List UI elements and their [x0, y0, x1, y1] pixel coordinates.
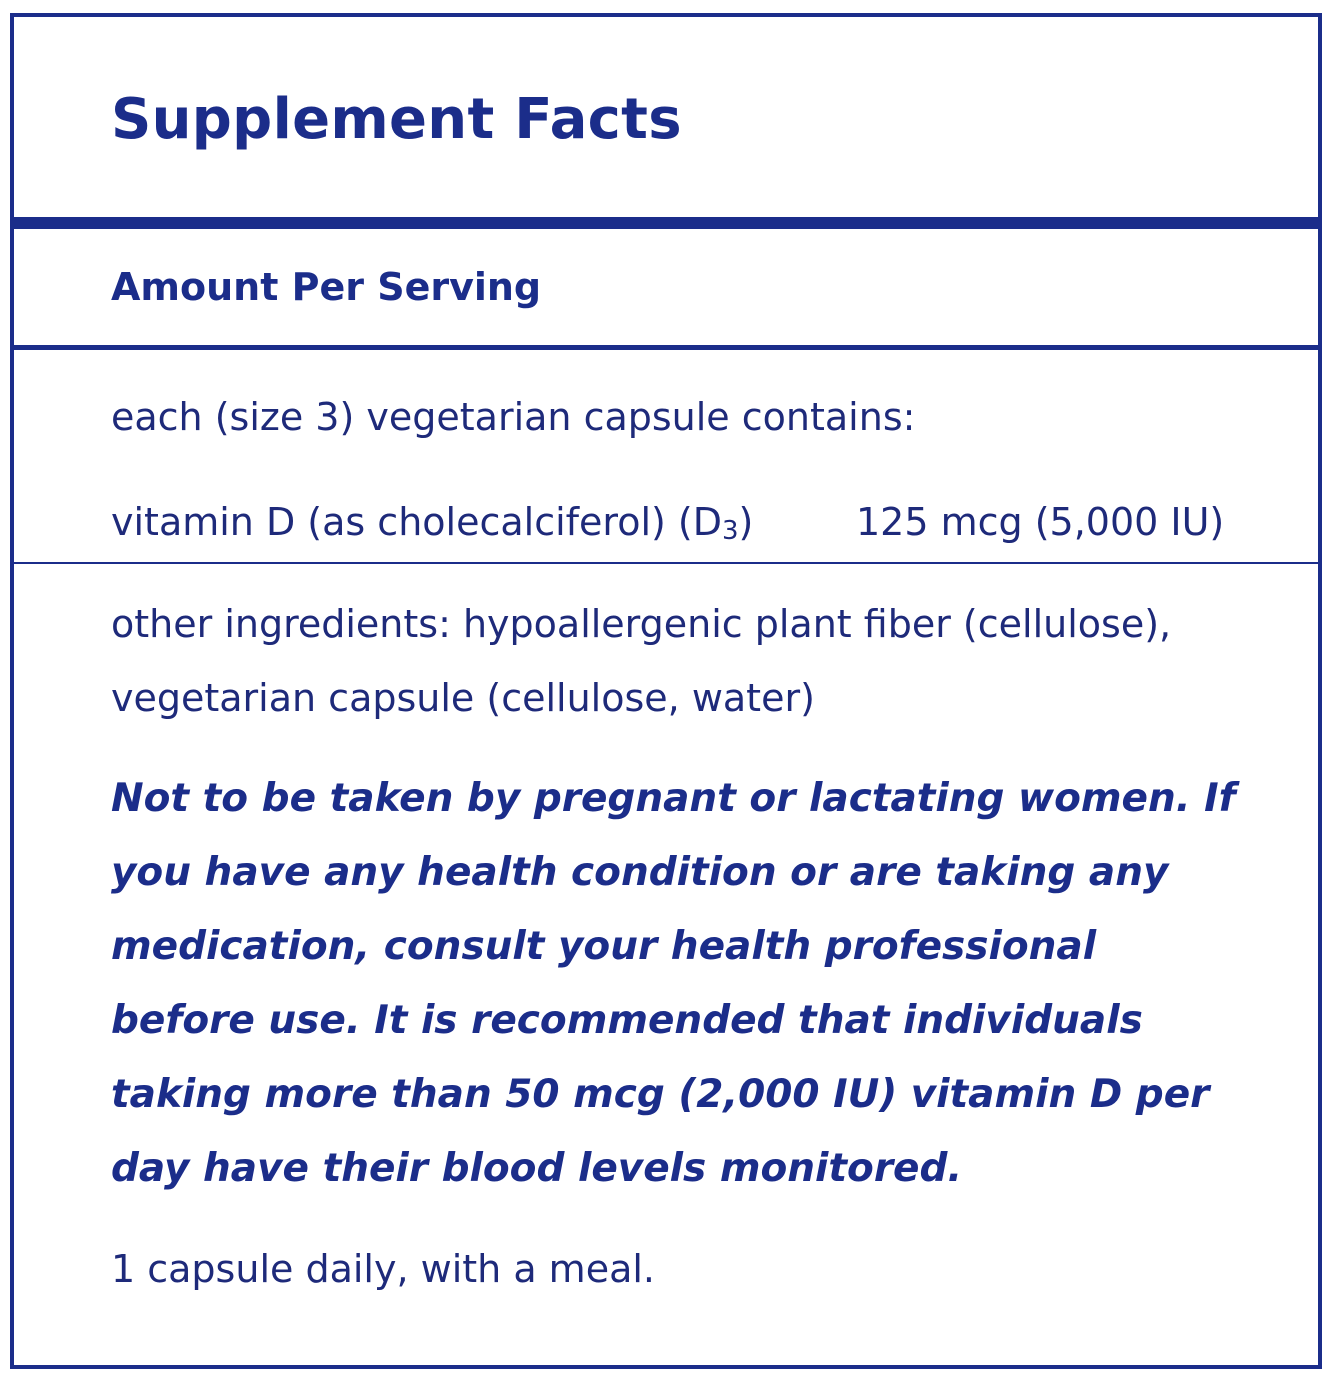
divider-medium: [14, 345, 1318, 350]
other-ingredients: other ingredients: hypoallergenic plant fiber (cellulose), vegetarian capsule (cellulose, water): [111, 602, 1172, 720]
ingredient-name: [111, 500, 753, 546]
ingredient-name-suffix: ): [738, 500, 754, 544]
divider-thin: [14, 562, 1318, 564]
divider-thick: [14, 217, 1318, 229]
warning-text: Not to be taken by pregnant or lactating women. If you have any health condition or are taking any medication, consult your health professional before use. It is recommended that individuals taking more than 50 mcg (2,000 IU) vitamin D per day have their blood levels monitored.: [111, 776, 1236, 1191]
panel-title: Supplement Facts: [111, 87, 682, 152]
ingredient-amount: 125 mcg (5,000 IU): [856, 500, 1225, 544]
supplement-facts-panel: [10, 13, 1322, 1369]
amount-per-serving-label: Amount Per Serving: [111, 265, 542, 309]
ingredient-name-subscript: 3: [722, 516, 739, 546]
directions-text: 1 capsule daily, with a meal.: [111, 1247, 656, 1291]
ingredient-name-text: vitamin D (as cholecalciferol) (D: [111, 500, 722, 544]
serving-description: each (size 3) vegetarian capsule contains:: [111, 395, 916, 439]
